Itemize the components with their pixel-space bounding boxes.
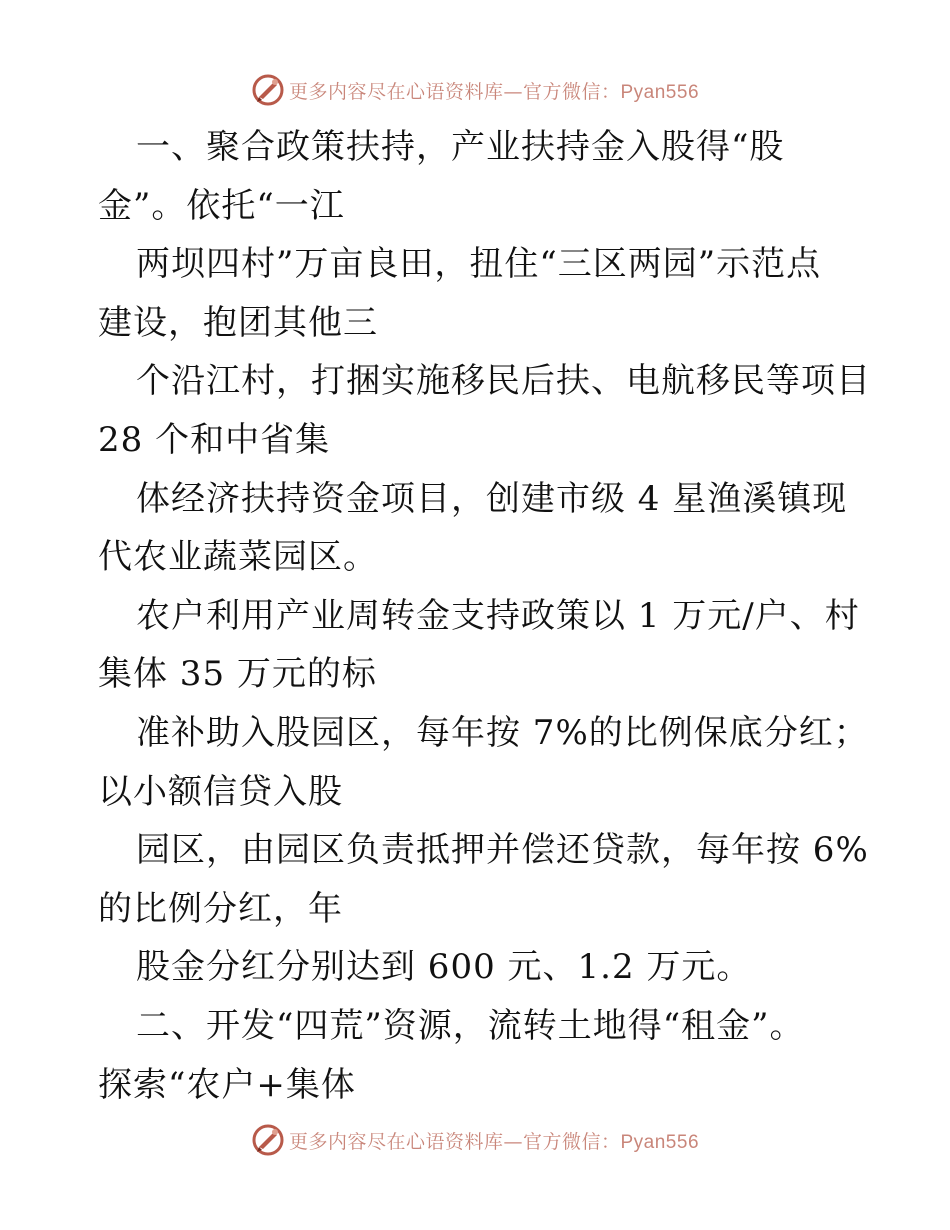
banner-slogan: 更多内容尽在心语资料库—官方微信： bbox=[288, 1130, 621, 1153]
text-line: 股金分红分别达到 600 元、1.2 万元。 bbox=[136, 947, 752, 988]
text-line: 28 个和中省集 bbox=[98, 419, 331, 460]
text-line: 准补助入股园区，每年按 7%的比例保底分红； bbox=[136, 712, 869, 753]
banner-slogan: 更多内容尽在心语资料库—官方微信： bbox=[288, 80, 621, 103]
text-line: 代农业蔬菜园区。 bbox=[98, 537, 378, 578]
text-line: 农户利用产业周转金支持政策以 1 万元/户、村 bbox=[136, 595, 860, 636]
footer-banner bbox=[0, 1122, 950, 1158]
text-line: 建设，抱团其他三 bbox=[98, 302, 378, 343]
text-line: 的比例分红，年 bbox=[98, 888, 343, 929]
text-line: 两坝四村”万亩良田，扭住“三区两园”示范点 bbox=[136, 244, 822, 285]
text-line: 二、开发“四荒”资源，流转土地得“租金”。 bbox=[136, 1005, 805, 1046]
banner-text bbox=[289, 1127, 699, 1154]
text-line: 金”。依托“一江 bbox=[98, 185, 345, 226]
document-body bbox=[98, 118, 871, 1114]
text-line: 一、聚合政策扶持，产业扶持金入股得“股 bbox=[136, 127, 785, 167]
text-line: 集体 35 万元的标 bbox=[98, 654, 377, 695]
pen-circle-logo-icon bbox=[251, 73, 285, 107]
text-line: 园区，由园区负责抵押并偿还贷款，每年按 6% bbox=[136, 830, 869, 871]
wechat-id: Pyan556 bbox=[620, 1131, 700, 1153]
banner-text bbox=[289, 77, 699, 104]
text-line: 个沿江村，打捆实施移民后扶、电航移民等项目 bbox=[136, 361, 871, 402]
header-banner bbox=[0, 72, 950, 108]
text-line: 体经济扶持资金项目，创建市级 4 星渔溪镇现 bbox=[136, 478, 848, 519]
text-line: 探索“农户+集体 bbox=[98, 1064, 356, 1105]
pen-circle-logo-icon bbox=[251, 1123, 285, 1157]
wechat-id: Pyan556 bbox=[620, 81, 700, 103]
text-line: 以小额信贷入股 bbox=[98, 771, 343, 812]
